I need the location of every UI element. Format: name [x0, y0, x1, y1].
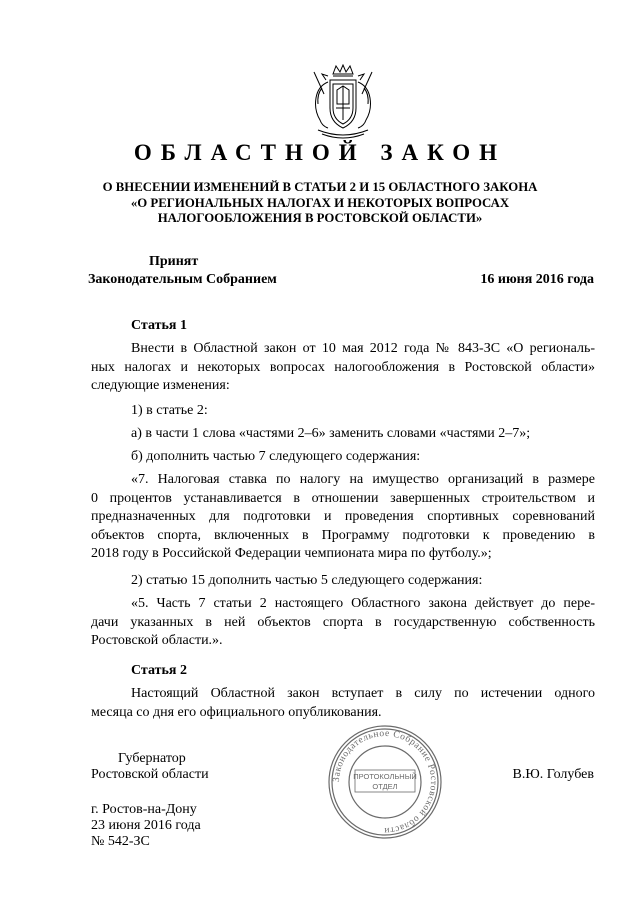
text-line: Настоящий Областной закон вступает в силу по истечении одного: [131, 686, 595, 701]
article-1-item-2: 2) статью 15 дополнить частью 5 следующего содержания:: [131, 573, 483, 588]
adopted-by: Законодательным Собранием: [88, 272, 277, 287]
article-1-intro: [91, 340, 595, 396]
text-line: предназначенных для подготовки и проведения спортивных соревнований: [91, 509, 595, 525]
document-title: ОБЛАСТНОЙ ЗАКОН: [133, 140, 507, 165]
governor-region: Ростовской области: [91, 767, 209, 782]
text-line: Ростовской области.».: [91, 633, 223, 649]
article-1-item-1: 1) в статье 2:: [131, 403, 208, 418]
text-line: месяца со дня его официального опубликования.: [91, 704, 382, 720]
stamp-center-line: ОТДЕЛ: [372, 782, 398, 791]
text-line: следующие изменения:: [91, 378, 230, 394]
text-line: дачи указанных в ней объектов спорта в государственную собственность: [91, 614, 595, 630]
text-line: 2018 году в Российской Федерации чемпионата мира по футболу.»;: [91, 546, 492, 562]
article-1-item-b: б) дополнить частью 7 следующего содержания:: [131, 449, 421, 464]
adopted-date: 16 июня 2016 года: [480, 272, 594, 287]
text-line: объектов спорта, включенных в Программу подготовки к проведению в: [91, 527, 595, 543]
article-1-quote-5: [91, 595, 595, 651]
article-2-heading: Статья 2: [131, 663, 187, 678]
article-2-text: [91, 685, 595, 722]
law-number: № 542-ЗС: [91, 834, 150, 849]
article-1-heading: Статья 1: [131, 318, 187, 333]
subtitle-line: О ВНЕСЕНИИ ИЗМЕНЕНИЙ В СТАТЬИ 2 И 15 ОБЛАСТНОГО ЗАКОНА: [102, 180, 538, 194]
subtitle-line: «О РЕГИОНАЛЬНЫХ НАЛОГАХ И НЕКОТОРЫХ ВОПРОСАХ: [130, 195, 510, 210]
text-line: «5. Часть 7 статьи 2 настоящего Областного закона действует до пере-: [131, 596, 595, 611]
article-1-quote-7: [91, 471, 595, 564]
signing-city: г. Ростов-на-Дону: [91, 802, 197, 817]
subtitle-line: НАЛОГООБЛОЖЕНИЯ В РОСТОВСКОЙ ОБЛАСТИ»: [157, 211, 483, 225]
document-subtitle: [60, 180, 580, 227]
text-line: ных налогах и некоторых вопросах налогообложения в Ростовской области»: [91, 359, 595, 375]
article-1-item-a: а) в части 1 слова «частями 2–6» заменить словами «частями 2–7»;: [131, 426, 531, 441]
text-line: «7. Налоговая ставка по налогу на имущество организаций в размере: [131, 472, 595, 487]
stamp-ring-text: Законодательное Собрание Ростовской области: [331, 728, 439, 836]
governor-name: В.Ю. Голубев: [512, 767, 594, 782]
stamp-center-line: ПРОТОКОЛЬНЫЙ: [353, 772, 417, 781]
signing-date: 23 июня 2016 года: [91, 818, 201, 833]
text-line: Внести в Областной закон от 10 мая 2012 года № 843-ЗС «О региональ-: [131, 341, 595, 356]
adopted-label: Принят: [149, 254, 199, 269]
governor-title: Губернатор: [118, 751, 186, 766]
coat-of-arms-icon: [308, 64, 378, 140]
official-stamp: [325, 722, 445, 842]
text-line: 0 процентов устанавливается в отношении завершенных строительством и: [91, 490, 595, 506]
